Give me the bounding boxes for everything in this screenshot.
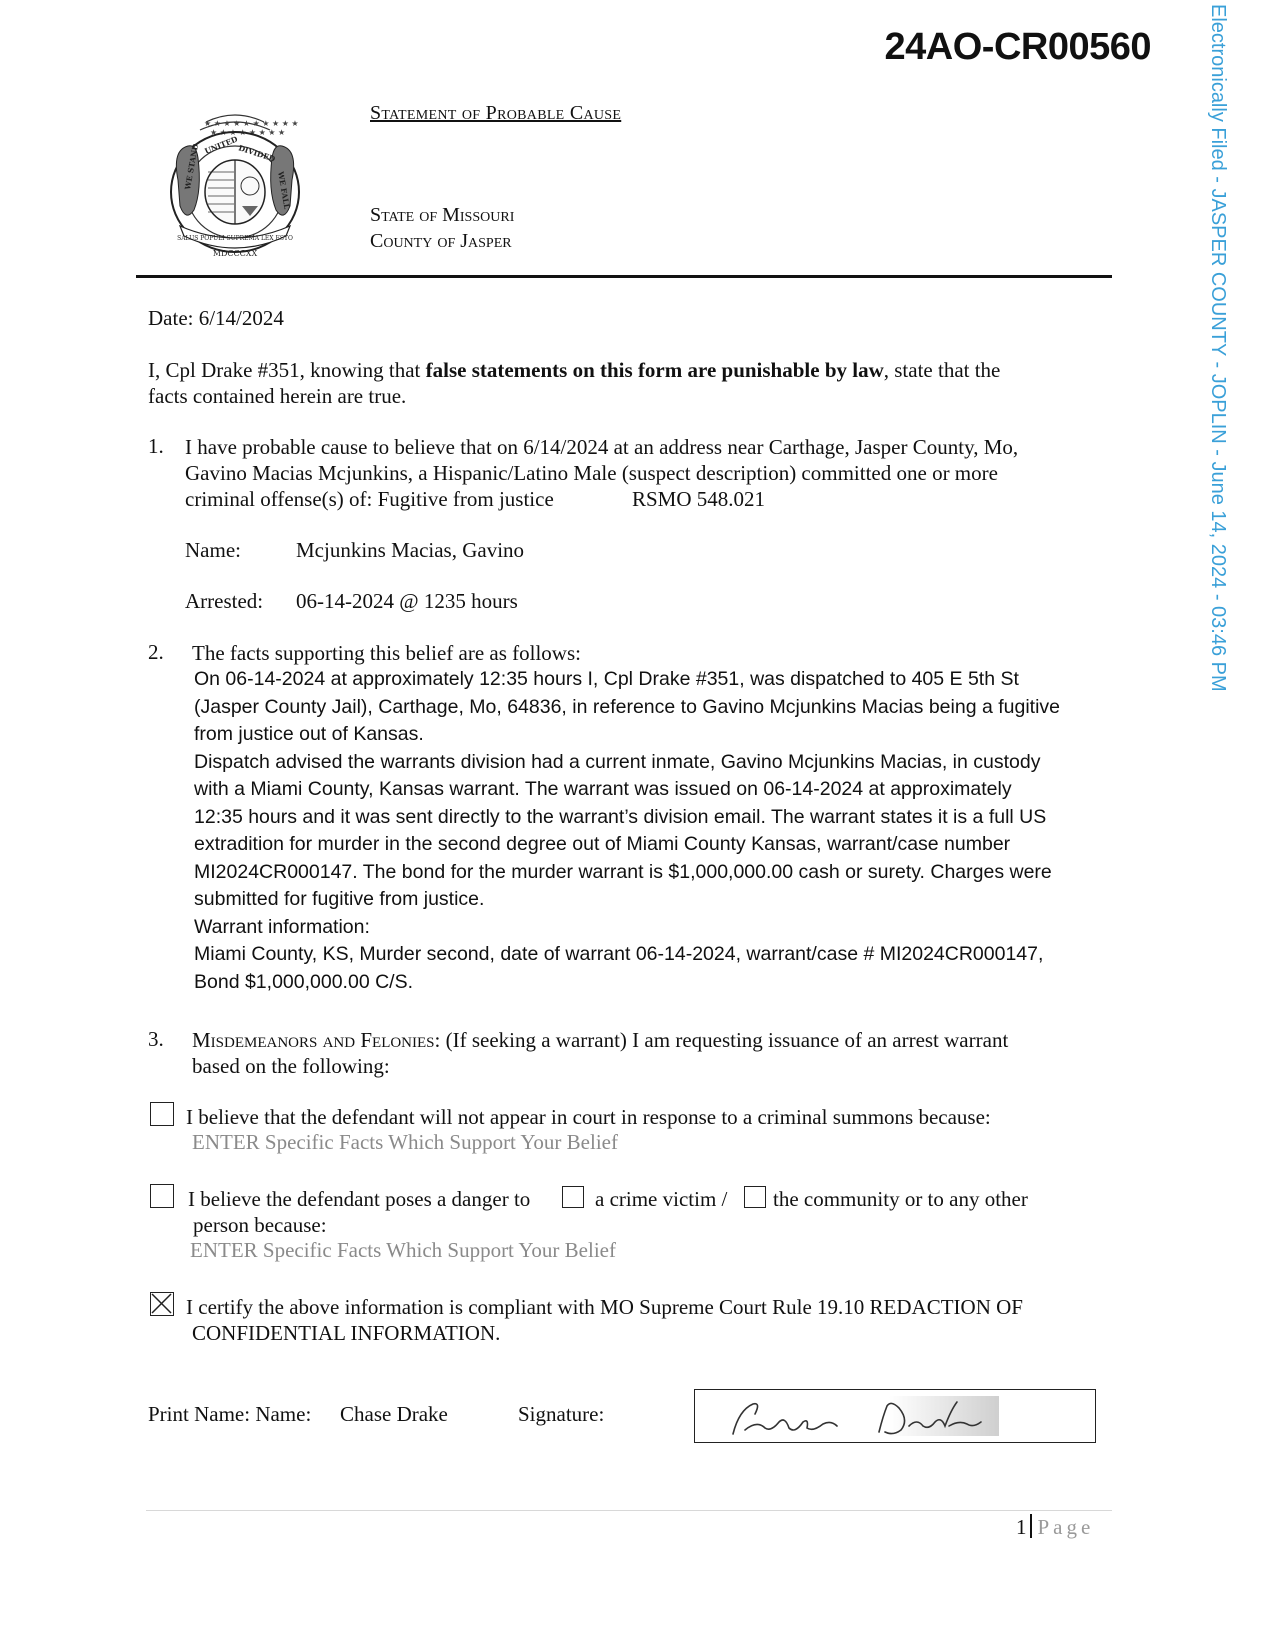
narrative-line: extradition for murder in the second degree out of Miami County Kansas, warrant/case number — [194, 833, 1011, 855]
case-number: 24AO-CR00560 — [884, 26, 1151, 68]
narrative-line: from justice out of Kansas. — [194, 723, 424, 745]
intro-prefix: I, Cpl Drake #351, knowing that — [148, 358, 426, 382]
arrested-label: Arrested: — [185, 589, 264, 613]
page-footer — [1016, 1514, 1094, 1540]
narrative-line: Dispatch advised the warrants division had a current inmate, Gavino Mcjunkins Macias, in custody — [194, 750, 1041, 773]
electronic-filing-stamp: Electronically Filed - JASPER COUNTY - JOPLIN - June 14, 2024 - 03:46 PM — [1207, 4, 1229, 692]
narrative-line: submitted for fugitive from justice. — [194, 888, 485, 910]
page-number: 1 — [1016, 1515, 1027, 1539]
not-appear-text: I believe that the defendant will not appear in court in response to a criminal summons because: — [186, 1105, 991, 1129]
danger-line-2: person because: — [193, 1213, 327, 1237]
certify-checkbox[interactable] — [150, 1292, 174, 1316]
crime-victim-label: a crime victim / — [595, 1187, 728, 1211]
not-appear-checkbox[interactable] — [150, 1102, 174, 1126]
svg-text:★ ★ ★ ★ ★ ★ ★ ★: ★ ★ ★ ★ ★ ★ ★ ★ — [210, 128, 286, 137]
section-3-line-2: based on the following: — [192, 1054, 390, 1078]
handwritten-signature-icon — [695, 1390, 1097, 1444]
intro-line-1 — [148, 357, 1000, 383]
seal-year: MDCCCXX — [212, 249, 258, 258]
document-title: Statement of Probable Cause — [370, 102, 622, 124]
section-2-number: 2. — [148, 640, 164, 664]
section-1-line-2: Gavino Macias Mcjunkins, a Hispanic/Latino Male (suspect description) committed one or more — [185, 461, 998, 485]
date-line: Date: 6/14/2024 — [148, 306, 284, 330]
svg-text:DIVIDED: DIVIDED — [237, 143, 277, 164]
svg-text:WE STAND: WE STAND — [183, 142, 201, 191]
name-value: Mcjunkins Macias, Gavino — [296, 538, 525, 562]
danger-facts-field[interactable]: ENTER Specific Facts Which Support Your Belief — [190, 1238, 616, 1262]
certify-text: I certify the above information is compliant with MO Supreme Court Rule 19.10 REDACTION OF — [186, 1295, 1023, 1319]
signature-box[interactable] — [694, 1389, 1096, 1443]
missouri-state-seal-icon — [166, 110, 304, 260]
narrative-line: (Jasper County Jail), Carthage, Mo, 64836, in reference to Gavino Mcjunkins Macias being a fugitive — [194, 695, 1061, 718]
header-divider — [136, 275, 1112, 278]
section-3-number: 3. — [148, 1027, 164, 1051]
arrested-value: 06-14-2024 @ 1235 hours — [296, 589, 518, 613]
section-1-number: 1. — [148, 434, 164, 458]
community-label: the community or to any other — [773, 1187, 1028, 1211]
facts-narrative — [194, 666, 1114, 996]
intro-bold-warning: false statements on this form are punishable by law — [425, 358, 884, 382]
section-1-line-1: I have probable cause to believe that on 6/14/2024 at an address near Carthage, Jasper County, Mo, — [185, 435, 1019, 459]
signature-label: Signature: — [518, 1402, 605, 1426]
section-1-line-3: criminal offense(s) of: Fugitive from justice — [185, 487, 554, 511]
section-3-title: Misdemeanors and Felonies: — [192, 1028, 441, 1052]
footer-divider — [146, 1510, 1112, 1511]
county-name: County of Jasper — [370, 230, 512, 252]
danger-text: I believe the defendant poses a danger to — [188, 1187, 531, 1211]
name-label: Name: — [185, 538, 241, 562]
intro-suffix: , state that the — [883, 358, 1001, 382]
danger-checkbox[interactable] — [150, 1184, 174, 1208]
community-checkbox[interactable] — [744, 1186, 766, 1208]
page-word: Page — [1037, 1515, 1095, 1539]
narrative-line: Warrant information: — [194, 915, 370, 938]
page-separator — [1030, 1514, 1032, 1538]
narrative-line: MI2024CR000147. The bond for the murder warrant is $1,000,000.00 cash or surety. Charges were — [194, 860, 1052, 883]
print-name-value: Chase Drake — [340, 1402, 448, 1426]
certify-line-2: CONFIDENTIAL INFORMATION. — [192, 1321, 501, 1345]
section-3-heading — [192, 1027, 1008, 1053]
svg-text:★ ★ ★ ★ ★ ★ ★ ★ ★ ★: ★ ★ ★ ★ ★ ★ ★ ★ ★ ★ — [204, 119, 299, 128]
intro-line-2: facts contained herein are true. — [148, 384, 407, 408]
print-name-label: Print Name: Name: — [148, 1402, 312, 1426]
crime-victim-checkbox[interactable] — [562, 1186, 584, 1208]
narrative-line: 12:35 hours and it was sent directly to the warrant’s division email. The warrant states it is a full US — [194, 805, 1047, 828]
narrative-line: On 06-14-2024 at approximately 12:35 hours I, Cpl Drake #351, was dispatched to 405 E 5th St — [194, 668, 1019, 690]
narrative-line: Miami County, KS, Murder second, date of warrant 06-14-2024, warrant/case # MI2024CR000147, — [194, 943, 1044, 965]
checked-x-icon — [151, 1293, 172, 1314]
seal-motto: SALUS POPULI SUPREMA LEX ESTO — [177, 235, 293, 242]
not-appear-facts-field[interactable]: ENTER Specific Facts Which Support Your Belief — [192, 1130, 618, 1154]
section-3-heading-rest: (If seeking a warrant) I am requesting issuance of an arrest warrant — [440, 1028, 1009, 1052]
svg-text:WE FALL: WE FALL — [276, 170, 292, 210]
narrative-line: with a Miami County, Kansas warrant. The warrant was issued on 06-14-2024 at approximately — [194, 778, 1012, 800]
svg-text:UNITED: UNITED — [203, 134, 239, 156]
section-2-heading: The facts supporting this belief are as follows: — [192, 641, 581, 665]
statute-reference: RSMO 548.021 — [632, 487, 766, 511]
state-name: State of Missouri — [370, 204, 515, 226]
narrative-line: Bond $1,000,000.00 C/S. — [194, 970, 414, 993]
